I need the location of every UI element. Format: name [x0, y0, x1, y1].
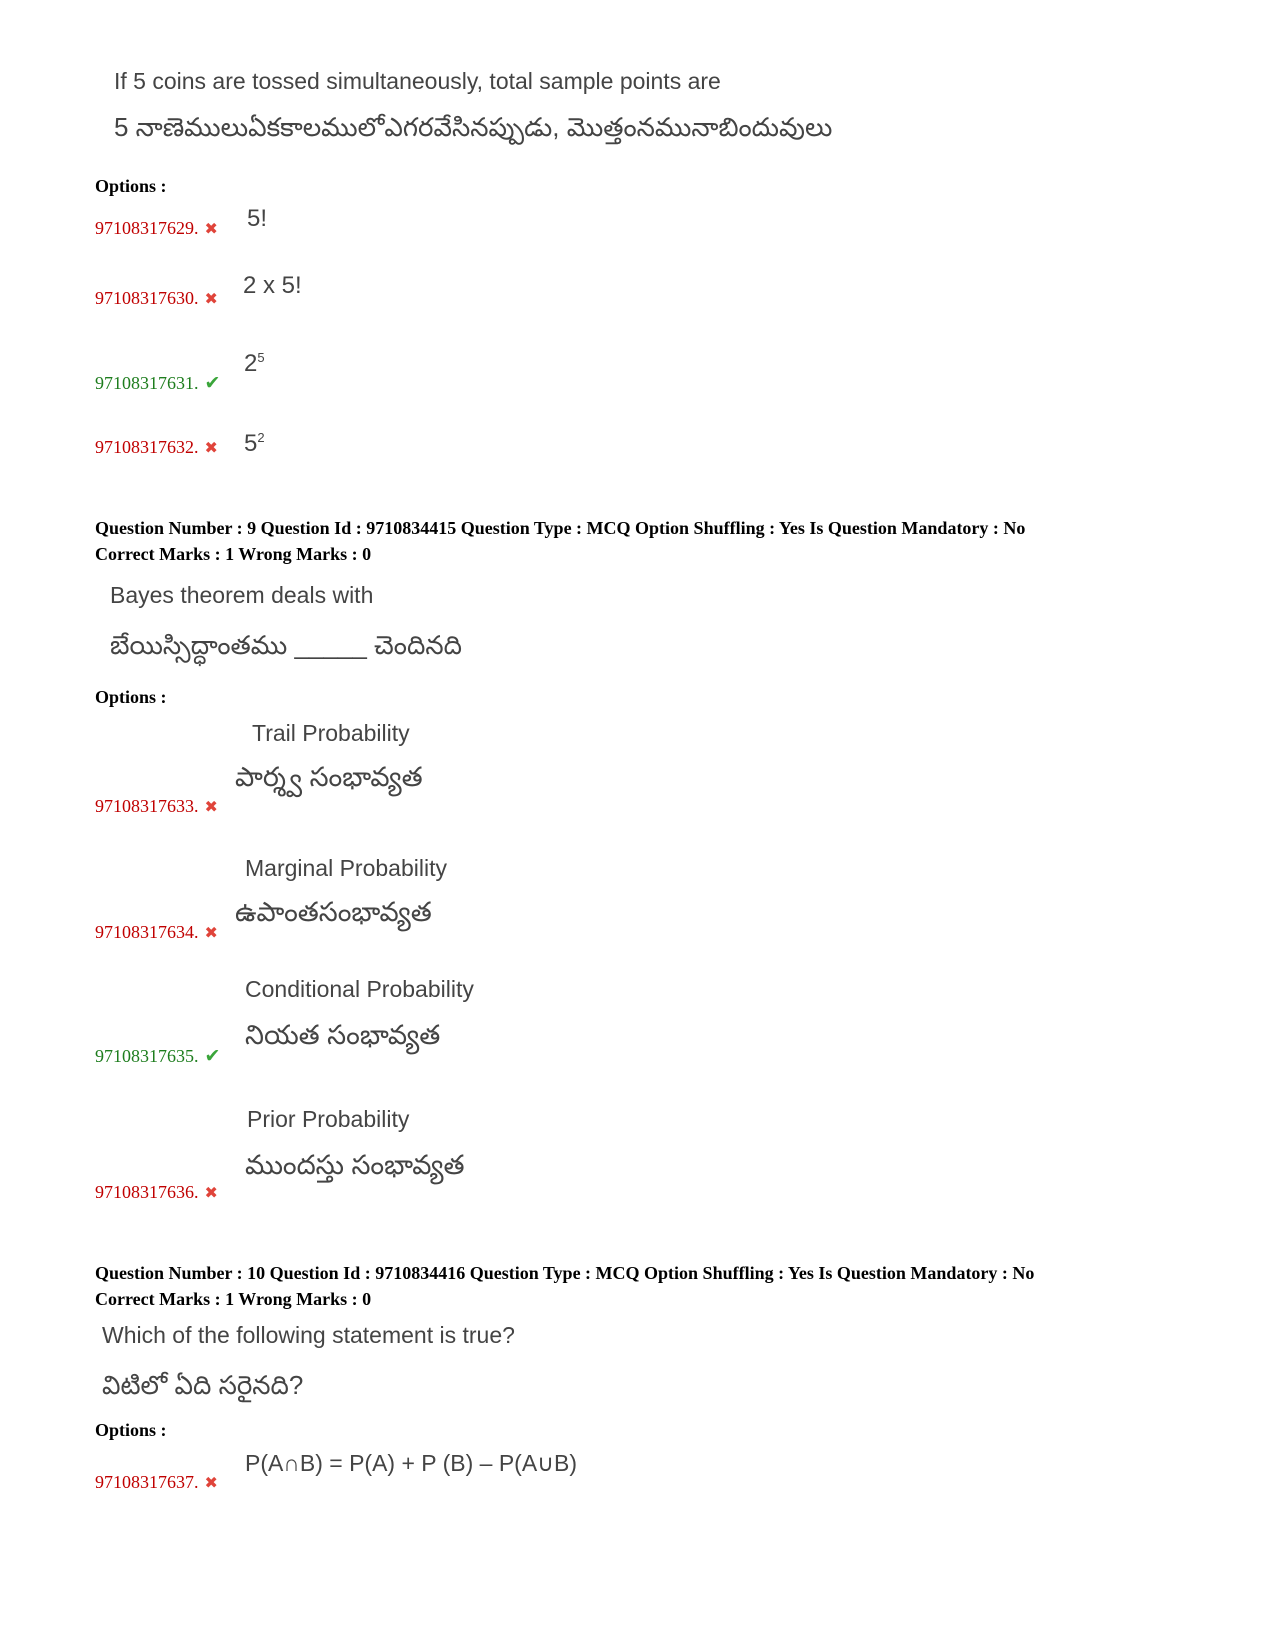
cross-icon: ✖: [204, 440, 218, 457]
cross-icon: ✖: [204, 221, 218, 238]
option-id-number: 97108317632.: [95, 437, 199, 457]
cross-icon: ✖: [204, 291, 218, 308]
option-text-english: Trail Probability: [252, 720, 410, 746]
question-10-text-english: Which of the following statement is true?: [102, 1322, 515, 1348]
option-text-telugu: పార్శ్వ సంభావ్యత: [235, 762, 423, 792]
option-text-telugu: నియత సంభావ్యత: [245, 1020, 441, 1050]
question-9-text-english: Bayes theorem deals with: [110, 582, 374, 608]
option-id-number: 97108317636.: [95, 1182, 199, 1202]
option-text-telugu: ముందస్తు సంభావ్యత: [245, 1150, 465, 1180]
question-8-text-english: If 5 coins are tossed simultaneously, total sample points are: [114, 68, 721, 94]
cross-icon: ✖: [204, 1185, 218, 1202]
question-marks-line: Correct Marks : 1 Wrong Marks : 0: [95, 1289, 372, 1309]
question-meta-line: Question Number : 9 Question Id : 9710834415 Question Type : MCQ Option Shuffling : Yes Is Question Mandatory : No: [95, 518, 1026, 538]
question-meta-line: Question Number : 10 Question Id : 9710834416 Question Type : MCQ Option Shuffling : Yes Is Question Mandatory : No: [95, 1263, 1035, 1283]
question-marks-line: Correct Marks : 1 Wrong Marks : 0: [95, 544, 372, 564]
option-id: [95, 437, 218, 458]
option-text: [244, 350, 265, 378]
options-label: Options :: [95, 687, 167, 707]
cross-icon: ✖: [204, 925, 218, 942]
option-id: [95, 1182, 218, 1203]
power-base: 2: [244, 350, 258, 377]
option-id: [95, 796, 218, 817]
option-text: P(A∩B) = P(A) + P (B) – P(A∪B): [245, 1450, 578, 1476]
option-id: [95, 372, 220, 395]
option-id: [95, 288, 218, 309]
cross-icon: ✖: [204, 799, 218, 816]
power-base: 5: [244, 430, 258, 457]
options-label: Options :: [95, 176, 167, 196]
option-text-english: Prior Probability: [247, 1106, 410, 1132]
check-icon: ✔: [204, 1046, 221, 1067]
option-id-number: 97108317635.: [95, 1046, 199, 1066]
option-id: [95, 218, 218, 239]
option-text-telugu: ఉపాంతసంభావ్యత: [235, 897, 432, 927]
check-icon: ✔: [204, 373, 221, 394]
cross-icon: ✖: [204, 1475, 218, 1492]
question-10-text-telugu: విటిలో ఏది సరైనది?: [102, 1370, 304, 1400]
option-id-number: 97108317633.: [95, 796, 199, 816]
option-id-number: 97108317629.: [95, 218, 199, 238]
option-id-number: 97108317634.: [95, 922, 199, 942]
option-text: 2 x 5!: [243, 272, 302, 299]
option-text: [244, 430, 265, 458]
power-exponent: 5: [257, 350, 265, 365]
option-id: [95, 922, 218, 943]
question-8-text-telugu: 5 నాణెములుఏకకాలములోఎగరవేసినప్పుడు, మొత్తంనమునాబిందువులు: [114, 112, 833, 142]
options-label: Options :: [95, 1420, 167, 1440]
option-text: 5!: [247, 205, 268, 232]
option-text-english: Marginal Probability: [245, 855, 447, 881]
option-id: [95, 1472, 218, 1493]
option-id-number: 97108317630.: [95, 288, 199, 308]
question-9-text-telugu: బేయిస్సిద్ధాంతము _____ చెందినది: [110, 630, 462, 660]
option-id-number: 97108317631.: [95, 373, 199, 393]
power-exponent: 2: [257, 430, 265, 445]
option-text-english: Conditional Probability: [245, 976, 474, 1002]
option-id: [95, 1045, 220, 1068]
option-id-number: 97108317637.: [95, 1472, 199, 1492]
